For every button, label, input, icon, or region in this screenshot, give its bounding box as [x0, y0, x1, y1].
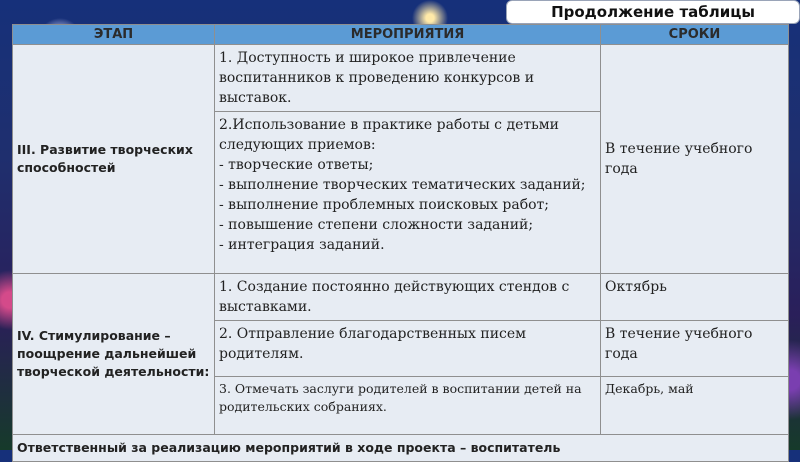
- stage-4-activity-3: 3. Отмечать заслуги родителей в воспитании детей на родительских собраниях.: [215, 377, 601, 435]
- stage-4-term-3: Декабрь, май: [601, 377, 789, 435]
- stage-4-term-2: В течение учебного года: [601, 321, 789, 377]
- stage-3-activity-1: 1. Доступность и широкое привлечение воспитанников к проведению конкурсов и выставок.: [215, 45, 601, 112]
- activity-line: - повышение степени сложности заданий;: [219, 217, 534, 233]
- activity-line: 2.Использование в практике работы с детьми следующих приемов:: [219, 117, 559, 153]
- header-stage: ЭТАП: [13, 25, 215, 45]
- table-row: [13, 274, 789, 321]
- header-terms: СРОКИ: [601, 25, 789, 45]
- stage-3-term: В течение учебного года: [601, 45, 789, 274]
- responsible-note: Ответственный за реализацию мероприятий в ходе проекта – воспитатель: [13, 435, 789, 462]
- stage-4-label: IV. Стимулирование – поощрение дальнейшей творческой деятельности:: [13, 274, 215, 435]
- stage-3-label: III. Развитие творческих способностей: [13, 45, 215, 274]
- activities-table: [12, 24, 789, 462]
- stage-4-activity-1: 1. Создание постоянно действующих стендов с выставками.: [215, 274, 601, 321]
- table-header-row: [13, 25, 789, 45]
- header-activities: МЕРОПРИЯТИЯ: [215, 25, 601, 45]
- slide-title: Продолжение таблицы: [506, 0, 800, 24]
- stage-4-activity-2: 2. Отправление благодарственных писем родителям.: [215, 321, 601, 377]
- activity-line: - интеграция заданий.: [219, 237, 385, 253]
- activity-line: - выполнение творческих тематических заданий;: [219, 177, 586, 193]
- activity-line: - выполнение проблемных поисковых работ;: [219, 197, 550, 213]
- activity-line: - творческие ответы;: [219, 157, 374, 173]
- stage-3-activity-2: [215, 112, 601, 274]
- table-footer-row: [13, 435, 789, 462]
- stage-4-term-1: Октябрь: [601, 274, 789, 321]
- table-row: [13, 45, 789, 112]
